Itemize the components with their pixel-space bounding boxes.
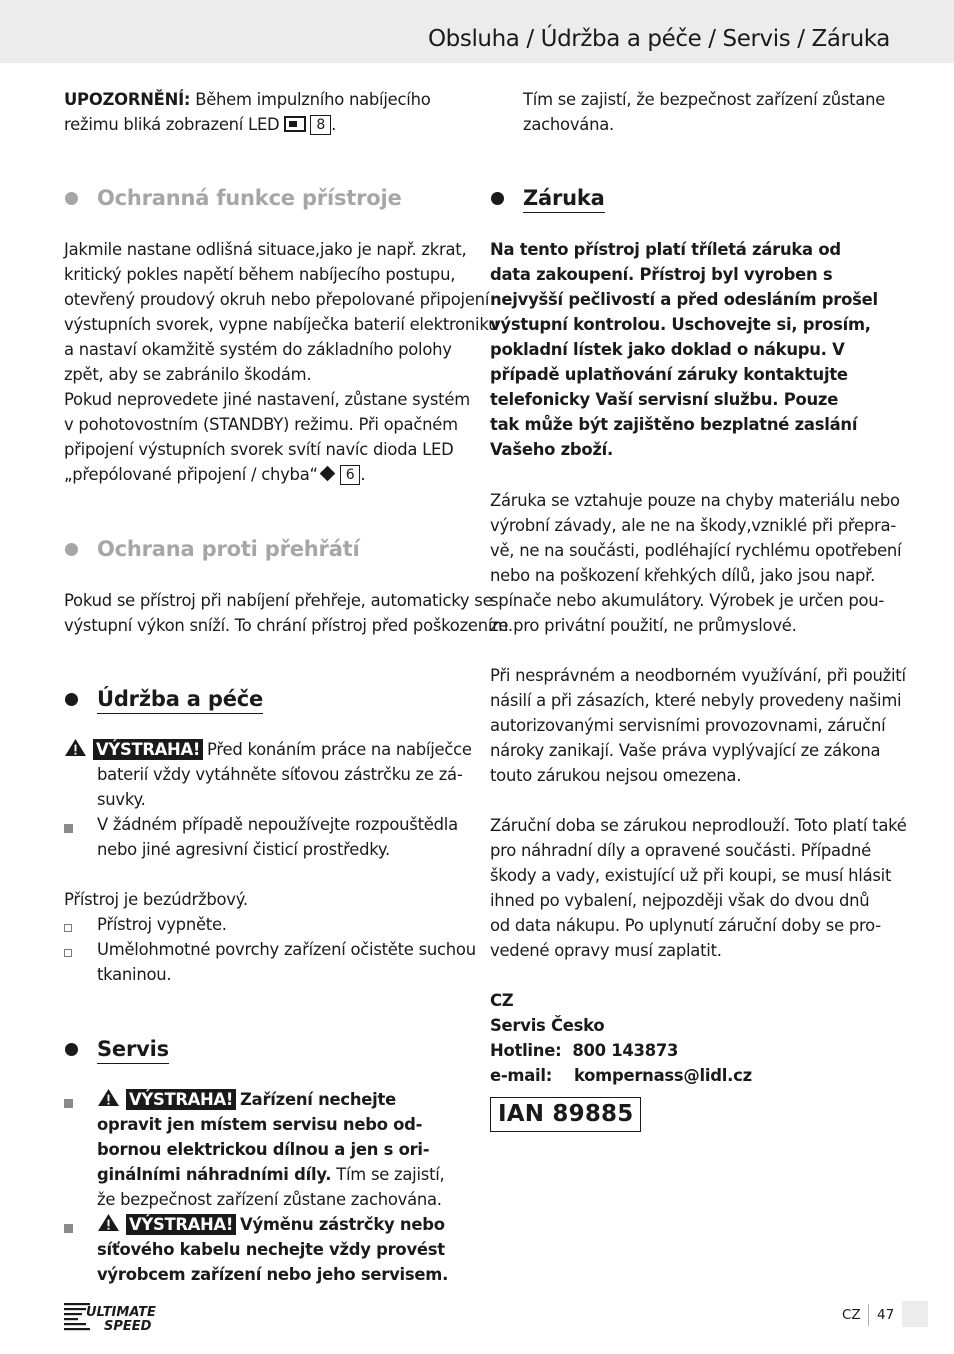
text-line: bornou elektrickou dílnou a jen s ori- (97, 1140, 430, 1159)
maintenance-free-text (64, 887, 464, 912)
heading-maintenance-text: Údržba a péče (97, 686, 263, 714)
notice-block (64, 87, 464, 137)
text-line: Tím se zajistí, že bezpečnost zařízení zůstane (523, 90, 886, 109)
text-line: touto zárukou nejsou omezena. (490, 766, 742, 785)
heading-bullet-icon (491, 192, 504, 205)
text-line: data zakoupení. Přístroj byl vyroben s (490, 265, 833, 284)
notice-end: . (331, 115, 337, 134)
warning-label: VÝSTRAHA! (93, 739, 203, 760)
text-line: ginálními náhradními díly. (97, 1165, 332, 1184)
text-line: pokladní lístek jako doklad o nákupu. V (490, 340, 845, 359)
notice-line-1: Během impulzního nabíjecího (195, 90, 431, 109)
text-line: Záruční doba se zárukou neprodlouží. Toto platí také (490, 816, 907, 835)
square-bullet-icon (64, 824, 73, 833)
protection-text (64, 237, 499, 487)
text-line: Pokud neprovedete jiné nastavení, zůstane systém (64, 390, 470, 409)
text-line: násilí a při zásazích, které nebyly provedeny našimi (490, 691, 902, 710)
footer-gray-box (902, 1301, 928, 1327)
step-checkbox-icon (64, 949, 72, 957)
service-item-1 (97, 1087, 445, 1212)
maintenance-warning (64, 737, 472, 812)
text-line: Pokud se přístroj při nabíjení přehřeje, automaticky se (64, 591, 493, 610)
text-line: nebo jiné agresivní čisticí prostředky. (97, 840, 390, 859)
text-line: „přepólované připojení / chyba“ (64, 465, 318, 484)
maintenance-bullet (97, 812, 458, 862)
text-line: autorizovanými servisními provozovnami, záruční (490, 716, 886, 735)
text-line: ze pro privátní použití, ne průmyslové. (490, 616, 797, 635)
text-line: Vašeho zboží. (490, 440, 614, 459)
text-line: otevřený proudový okruh nebo přepolované připojení (64, 290, 490, 309)
notice-label: UPOZORNĚNÍ: (64, 90, 191, 109)
heading-warranty-text: Záruka (523, 185, 605, 213)
text-line: kritický pokles napětí během nabíjecího postupu, (64, 265, 456, 284)
text-line: v pohotovostním (STANDBY) režimu. Při opačném (64, 415, 458, 434)
notice-line-2: režimu bliká zobrazení LED (64, 115, 280, 134)
text-line: výrobcem zařízení nebo jeho servisem. (97, 1265, 449, 1284)
email-label: e-mail: (490, 1066, 553, 1085)
text-line: Jakmile nastane odlišná situace,jako je např. zkrat, (64, 240, 467, 259)
text-line: Před konáním práce na nabíječce (207, 740, 472, 759)
text-line: výstupních svorek, vypne nabíječka baterií elektroniku (64, 315, 499, 334)
logo-line-2: SPEED (104, 1319, 152, 1333)
text-line: Zařízení nechejte (240, 1090, 396, 1109)
step-1 (97, 912, 227, 937)
step-2 (97, 937, 476, 987)
heading-bullet-icon (65, 192, 78, 205)
heading-bullet-icon (65, 543, 78, 556)
text-line: pro náhradní díly a opravené součásti. Případné (490, 841, 871, 860)
warranty-bold-text (490, 237, 892, 462)
hotline-number: 800 143873 (572, 1041, 679, 1060)
ultimate-speed-logo (64, 1301, 162, 1333)
text-line: Tím se zajistí, (336, 1165, 445, 1184)
heading-bullet-icon (65, 1043, 78, 1056)
text-line: nároky zanikají. Vaše práva vyplývající ze zákona (490, 741, 881, 760)
warning-triangle-icon (97, 1088, 120, 1107)
led-diamond-icon (319, 466, 335, 482)
text-line: výstupní výkon sníží. To chrání přístroj před poškozením. (64, 616, 513, 635)
square-bullet-icon (64, 1224, 73, 1233)
warning-triangle-icon (97, 1213, 120, 1232)
continuation-text (523, 87, 885, 137)
ref-number-8: 8 (310, 115, 331, 135)
page-number: 47 (877, 1307, 895, 1323)
contact-name: Servis Česko (490, 1016, 605, 1035)
text-line: baterií vždy vytáhněte síťovou zástrčku ze zá- (97, 765, 463, 784)
step-checkbox-icon (64, 924, 72, 932)
text-line: zachována. (523, 115, 614, 134)
ref-number-6: 6 (340, 465, 361, 485)
text-line: Výměnu zástrčky nebo (240, 1215, 445, 1234)
text-line: síťového kabelu nechejte vždy provést (97, 1240, 445, 1259)
overheat-text (64, 588, 513, 638)
led-charge-icon (284, 116, 306, 132)
service-contact (490, 988, 892, 1088)
heading-overheat-text: Ochrana proti přehřátí (97, 537, 360, 561)
warning-triangle-icon (64, 738, 87, 757)
hotline-label: Hotline: (490, 1041, 562, 1060)
text-line: vedené opravy musí zaplatit. (490, 941, 722, 960)
page-title: Obsluha / Údržba a péče / Servis / Záruka (427, 26, 890, 52)
text-line: spínače nebo akumulátory. Výrobek je určen pou- (490, 591, 885, 610)
text-line: Přístroj vypněte. (97, 915, 227, 934)
text-line: nebo na poškození křehkých dílů, jako jsou např. (490, 566, 876, 585)
text-line: Při nesprávném a neodborném využívání, při použití (490, 666, 906, 685)
warranty-para-3 (490, 663, 906, 788)
protection-end: . (360, 465, 366, 484)
text-line: že bezpečnost zařízení zůstane zachována. (97, 1190, 442, 1209)
ian-number: IAN 89885 (490, 1097, 641, 1132)
text-line: výrobní závady, ale ne na škody,vzniklé při přepra- (490, 516, 896, 535)
footer-language: CZ (842, 1307, 861, 1323)
text-line: Přístroj je bezúdržbový. (64, 890, 248, 909)
text-line: Umělohmotné povrchy zařízení očistěte suchou (97, 940, 476, 959)
square-bullet-icon (64, 1099, 73, 1108)
heading-protection-text: Ochranná funkce přístroje (97, 186, 402, 210)
service-item-2 (97, 1212, 448, 1287)
text-line: ihned po vybalení, nejpozději však do dvou dnů (490, 891, 870, 910)
footer-divider (868, 1304, 869, 1326)
heading-bullet-icon (65, 693, 78, 706)
warranty-para-4 (490, 813, 907, 963)
text-line: suvky. (97, 790, 146, 809)
text-line: a nastaví okamžitě systém do základního polohy (64, 340, 452, 359)
text-line: nejvyšší pečlivostí a před odesláním prošel (490, 290, 878, 309)
warning-label: VÝSTRAHA! (126, 1214, 236, 1235)
text-line: od data nákupu. Po uplynutí záruční doby se pro- (490, 916, 881, 935)
text-line: tkaninou. (97, 965, 172, 984)
warranty-para-2 (490, 488, 902, 638)
text-line: vě, ne na součásti, podléhající rychlému opotřebení (490, 541, 902, 560)
text-line: zpět, aby se zabránilo škodám. (64, 365, 312, 384)
text-line: připojení výstupních svorek svítí navíc dioda LED (64, 440, 454, 459)
text-line: škody a vady, existující už při koupi, se musí hlásit (490, 866, 892, 885)
text-line: V žádném případě nepoužívejte rozpouštědla (97, 815, 458, 834)
warning-label: VÝSTRAHA! (126, 1089, 236, 1110)
logo-line-1: ULTIMATE (86, 1305, 156, 1320)
text-line: opravit jen místem servisu nebo od- (97, 1115, 423, 1134)
contact-country: CZ (490, 991, 514, 1010)
heading-service-text: Servis (97, 1036, 169, 1064)
text-line: Záruka se vztahuje pouze na chyby materiálu nebo (490, 491, 900, 510)
text-line: telefonicky Vaší servisní službu. Pouze (490, 390, 839, 409)
text-line: Na tento přístroj platí tříletá záruka od (490, 240, 841, 259)
text-line: případě uplatňování záruky kontaktujte (490, 365, 848, 384)
text-line: výstupní kontrolou. Uschovejte si, prosím, (490, 315, 871, 334)
email-address: kompernass@lidl.cz (573, 1066, 752, 1085)
text-line: tak může být zajištěno bezplatné zaslání (490, 415, 858, 434)
